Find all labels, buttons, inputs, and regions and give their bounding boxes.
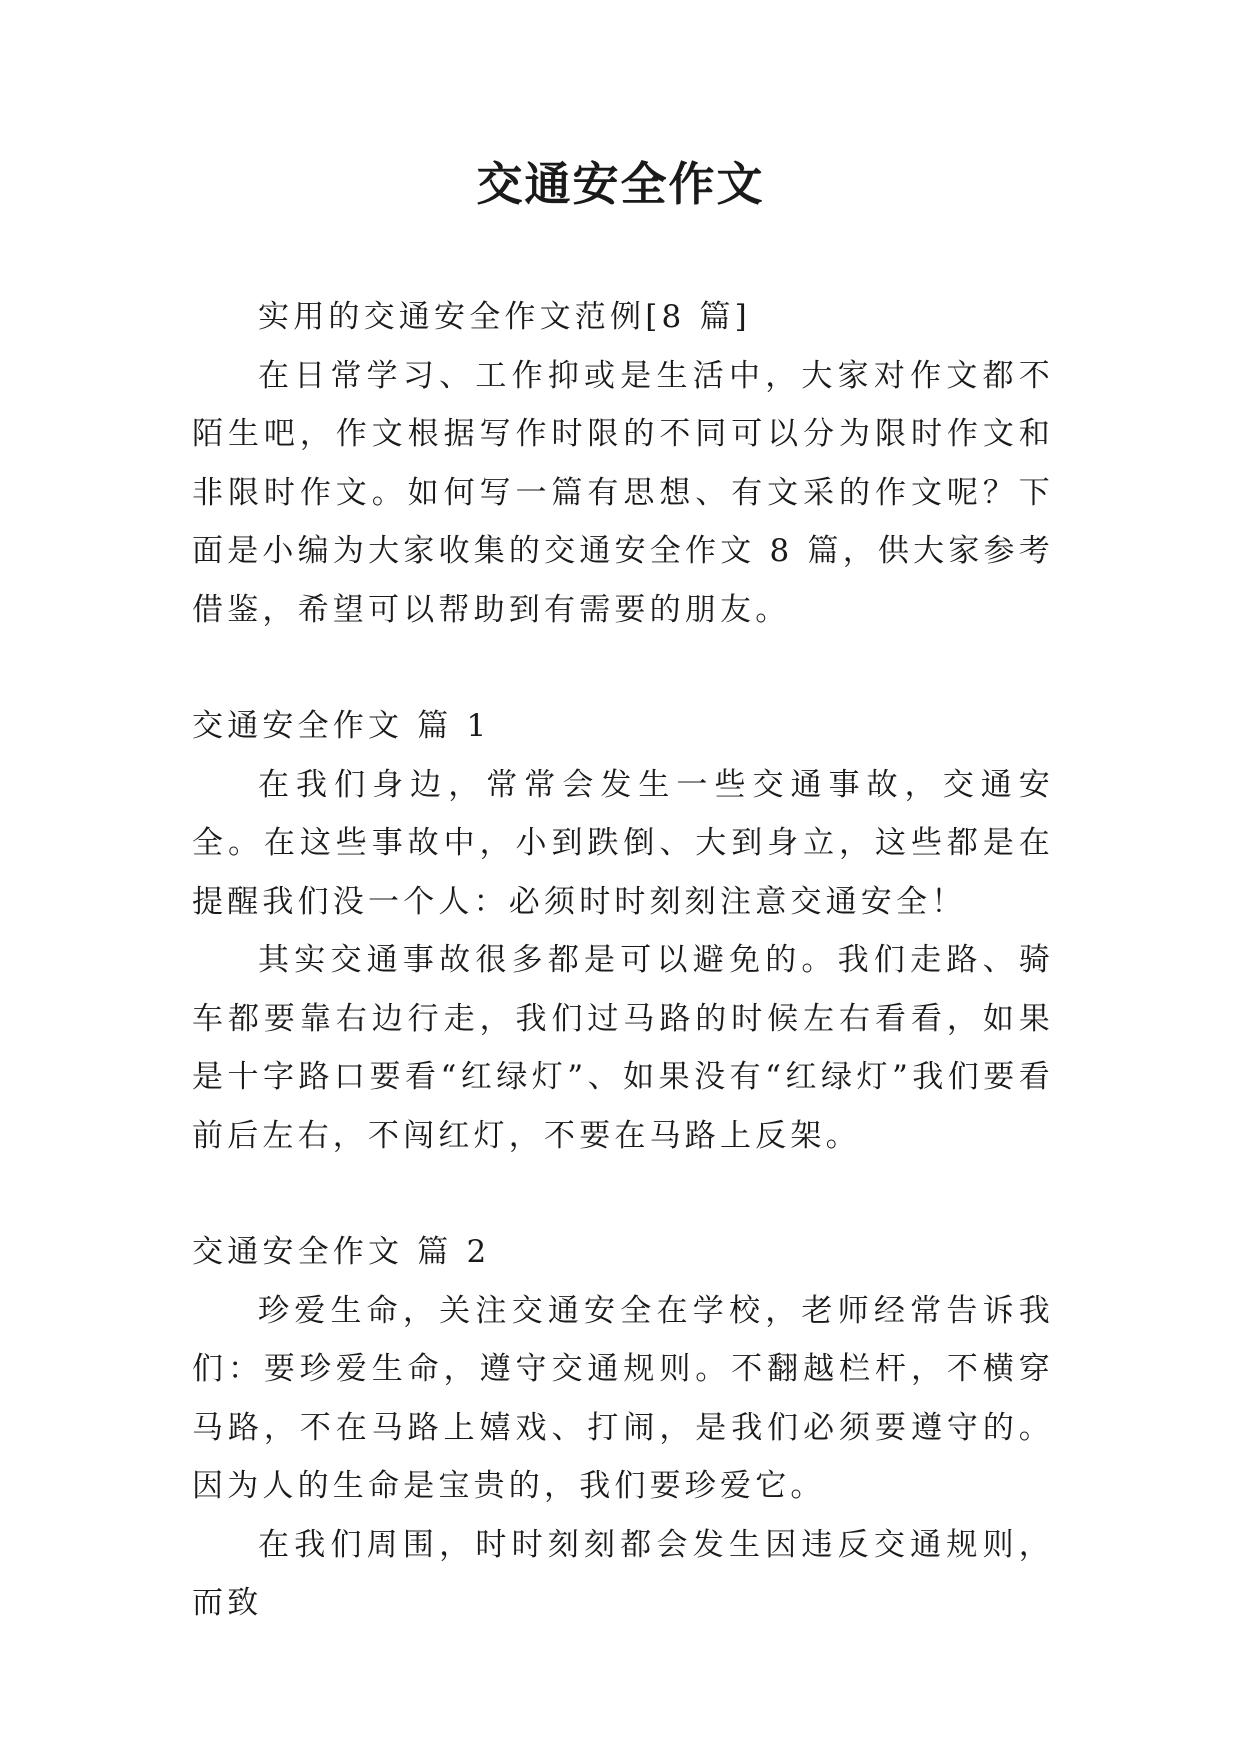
section-spacer — [192, 639, 1054, 697]
section-heading-1: 交通安全作文 篇 1 — [192, 708, 491, 744]
document-body — [192, 288, 1054, 1633]
section-heading-2: 交通安全作文 篇 2 — [192, 1234, 491, 1270]
document-title: 交通安全作文 — [476, 157, 765, 211]
intro-paragraph: 在日常学习、工作抑或是生活中，大家对作文都不陌生吧，作文根据写作时限的不同可以分为限时作文和非限时作文。如何写一篇有思想、有文采的作文呢？下面是小编为大家收集的交通安全作文 8 篇，供大家参考借鉴，希望可以帮助到有需要的朋友。 — [192, 357, 1054, 628]
intro-label: 实用的交通安全作文范例[8 篇] — [258, 299, 751, 335]
section-spacer — [192, 1165, 1054, 1223]
section-1-paragraph-2: 其实交通事故很多都是可以避免的。我们走路、骑车都要靠右边行走，我们过马路的时候左右看看，如果是十字路口要看“红绿灯”、如果没有“红绿灯”我们要看前后左右，不闯红灯，不要在马路上反架。 — [192, 942, 1054, 1154]
section-1-paragraph-1: 在我们身边，常常会发生一些交通事故，交通安全。在这些事故中，小到跌倒、大到身立，这些都是在提醒我们没一个人：必须时时刻刻注意交通安全！ — [192, 766, 1054, 920]
section-2-paragraph-1: 珍爱生命，关注交通安全在学校，老师经常告诉我们：要珍爱生命，遵守交通规则。不翻越栏杆，不横穿马路，不在马路上嬉戏、打闹，是我们必须要遵守的。因为人的生命是宝贵的，我们要珍爱它。 — [192, 1292, 1054, 1504]
section-2-paragraph-2: 在我们周围，时时刻刻都会发生因违反交通规则，而致 — [192, 1526, 1054, 1621]
